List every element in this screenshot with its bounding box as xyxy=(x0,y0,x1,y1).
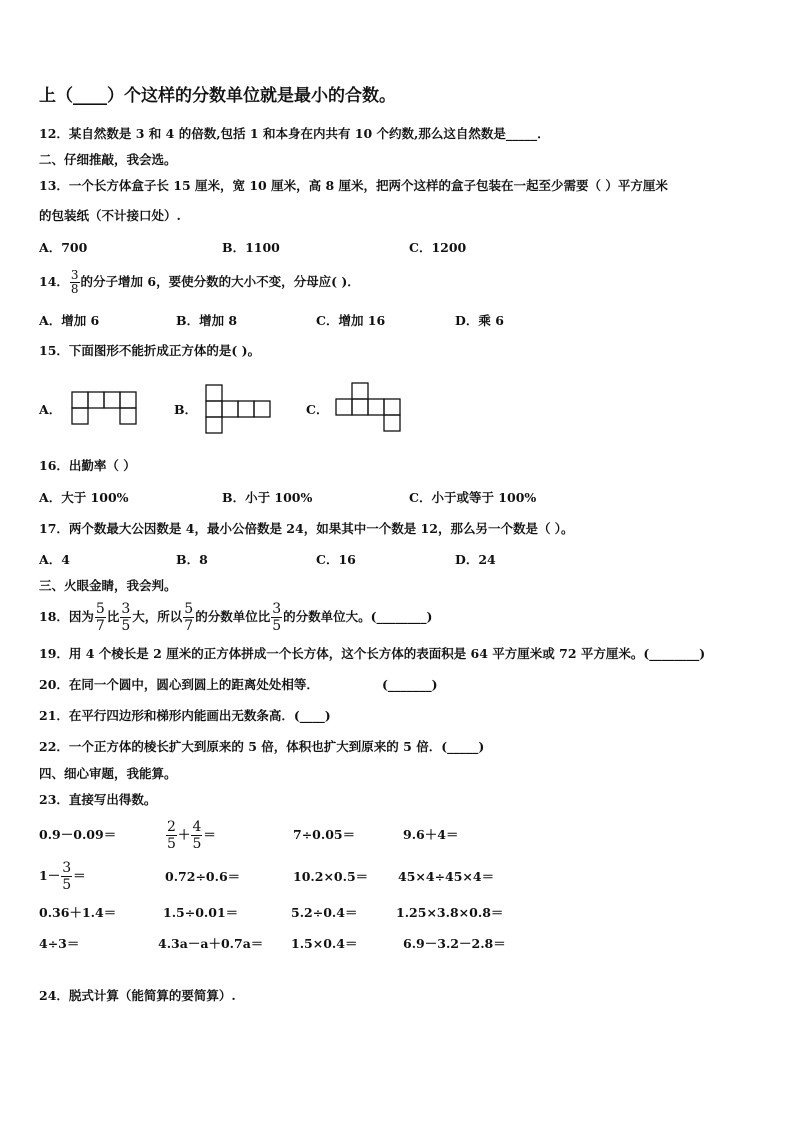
calc-r1-equals: ＝ xyxy=(203,827,216,842)
calc-r3-c2: 1.5÷0.01＝ xyxy=(163,905,239,920)
q18-fraction-4 xyxy=(271,601,282,634)
q18-part5: 的分数单位大。(________) xyxy=(283,609,433,624)
question-12: 12．某自然数是 3 和 4 的倍数,包括 1 和本身在内共有 10 个约数,那么这自然数是_____． xyxy=(39,126,550,141)
question-22: 22．一个正方体的棱长扩大到原来的 5 倍，体积也扩大到原来的 5 倍．(_____) xyxy=(39,739,485,754)
q18-part2: 比 xyxy=(106,609,120,624)
q18-fraction-1 xyxy=(95,601,106,634)
q14-option-b[interactable]: B．增加 8 xyxy=(176,313,238,328)
q15-option-b[interactable]: B． xyxy=(174,402,198,417)
calc-r4-c1: 4÷3＝ xyxy=(39,936,80,951)
q14-frac-denominator: 8 xyxy=(70,282,79,296)
q16-option-c[interactable]: C．小于或等于 100% xyxy=(409,490,537,505)
section-2-heading: 二、仔细推敲，我会选。 xyxy=(39,152,177,167)
section-3-heading: 三、火眼金睛，我会判。 xyxy=(39,578,177,593)
q18-f2-numerator: 3 xyxy=(121,601,131,617)
q14-frac-numerator: 3 xyxy=(70,268,79,282)
question-13-line2: 的包装纸（不计接口处）. xyxy=(39,208,181,223)
question-13-line1: 13．一个长方体盒子长 15 厘米，宽 10 厘米，高 8 厘米，把两个这样的盒子包装在一起至少需要（ ）平方厘米 xyxy=(39,178,668,193)
question-14 xyxy=(39,269,360,296)
q13-option-c[interactable]: C．1200 xyxy=(409,240,467,255)
calc-r1-c1: 0.9－0.09＝ xyxy=(39,827,117,842)
q18-fraction-3 xyxy=(183,601,194,634)
calc-r4-c2: 4.3a－a＋0.7a＝ xyxy=(158,936,264,951)
calc-r2-c1 xyxy=(39,856,86,896)
calc-r2-frac-numerator: 3 xyxy=(62,860,72,876)
q13-option-b[interactable]: B．1100 xyxy=(222,240,280,255)
calc-r2-c2: 0.72÷0.6＝ xyxy=(165,869,241,884)
q14-fraction xyxy=(70,269,80,296)
calc-r1-c4: 9.6＋4＝ xyxy=(403,827,459,842)
q20-answer-blank[interactable]: (_______) xyxy=(382,677,438,692)
calc-r1-c3: 7÷0.05＝ xyxy=(293,827,356,842)
q18-part1: 18．因为 xyxy=(39,609,94,624)
calc-r1-frac-a-numerator: 2 xyxy=(167,819,176,835)
q17-option-a[interactable]: A．4 xyxy=(39,552,70,567)
q18-part4: 的分数单位比 xyxy=(195,609,271,624)
q14-prefix: 14． xyxy=(39,274,69,289)
calc-r2-one-minus: 1－ xyxy=(39,868,61,883)
q18-fraction-2 xyxy=(120,601,131,634)
q15-option-a[interactable]: A． xyxy=(39,402,62,417)
calc-r1-c2 xyxy=(165,815,216,855)
q14-option-c[interactable]: C．增加 16 xyxy=(316,313,386,328)
calc-r1-frac-a xyxy=(166,819,177,852)
calc-r2-frac xyxy=(61,860,72,893)
intro-line: 上（____）个这样的分数单位就是最小的合数。 xyxy=(39,86,396,106)
calc-r3-c4: 1.25×3.8×0.8＝ xyxy=(396,905,504,920)
q18-f4-denominator: 5 xyxy=(272,618,282,634)
q15-net-figure-c xyxy=(335,382,403,432)
section-4-heading: 四、细心审题，我能算。 xyxy=(39,766,177,781)
q18-f2-denominator: 5 xyxy=(121,618,131,634)
q15-net-figure-b xyxy=(205,384,271,434)
calc-r2-equals: ＝ xyxy=(73,868,86,883)
q18-f4-numerator: 3 xyxy=(272,601,282,617)
q18-f1-numerator: 5 xyxy=(95,601,105,617)
q18-part3: 大，所以 xyxy=(132,609,183,624)
q16-option-b[interactable]: B．小于 100% xyxy=(222,490,313,505)
q18-f3-numerator: 5 xyxy=(184,601,194,617)
q15-option-c[interactable]: C． xyxy=(306,402,329,417)
calc-r2-c3: 10.2×0.5＝ xyxy=(293,869,369,884)
q17-option-c[interactable]: C．16 xyxy=(316,552,356,567)
question-20: 20．在同一个圆中，圆心到圆上的距离处处相等． xyxy=(39,677,319,692)
q14-option-a[interactable]: A．增加 6 xyxy=(39,313,100,328)
calc-r4-c4: 6.9－3.2－2.8＝ xyxy=(403,936,506,951)
calc-r4-c3: 1.5×0.4＝ xyxy=(291,936,358,951)
question-19: 19．用 4 个棱长是 2 厘米的正方体拼成一个长方体，这个长方体的表面积是 64 平方厘米或 72 平方厘米。(________) xyxy=(39,646,706,661)
question-15: 15．下面图形不能折成正方体的是( )。 xyxy=(39,343,261,358)
calc-r1-frac-b-denominator: 5 xyxy=(192,836,202,852)
question-23-title: 23．直接写出得数。 xyxy=(39,792,157,807)
calc-r1-frac-b-numerator: 4 xyxy=(192,819,202,835)
q17-option-b[interactable]: B．8 xyxy=(176,552,208,567)
calc-r2-c4: 45×4÷45×4＝ xyxy=(398,869,495,884)
q14-suffix: 的分子增加 6，要使分数的大小不变，分母应( )． xyxy=(80,274,360,289)
q14-option-d[interactable]: D．乘 6 xyxy=(455,313,504,328)
question-16: 16．出勤率（ ） xyxy=(39,458,136,473)
question-17: 17．两个数最大公因数是 4，最小公倍数是 24，如果其中一个数是 12，那么另一个数是（ ）。 xyxy=(39,521,574,536)
calc-r3-c3: 5.2÷0.4＝ xyxy=(291,905,358,920)
calc-r2-frac-denominator: 5 xyxy=(62,877,72,893)
question-24: 24．脱式计算（能简算的要简算）. xyxy=(39,988,236,1003)
calc-r1-plus: ＋ xyxy=(177,827,191,842)
question-21: 21．在平行四边形和梯形内能画出无数条高．(____) xyxy=(39,708,331,723)
question-18 xyxy=(39,601,432,634)
calc-r1-frac-b xyxy=(191,819,202,852)
q18-f3-denominator: 7 xyxy=(184,618,194,634)
calc-r3-c1: 0.36＋1.4＝ xyxy=(39,905,117,920)
q13-option-a[interactable]: A．700 xyxy=(39,240,88,255)
q15-net-figure-a xyxy=(71,391,137,425)
q17-option-d[interactable]: D．24 xyxy=(455,552,496,567)
calc-r1-frac-a-denominator: 5 xyxy=(167,836,176,852)
q16-option-a[interactable]: A．大于 100% xyxy=(39,490,129,505)
q18-f1-denominator: 7 xyxy=(95,618,105,634)
